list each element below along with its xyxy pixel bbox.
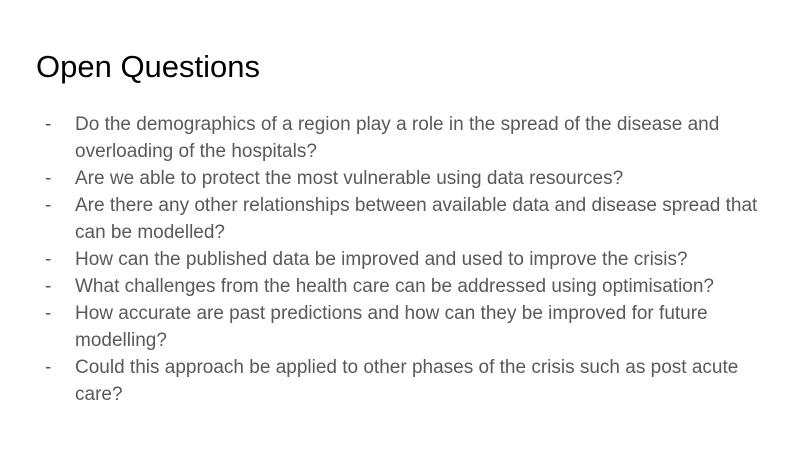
bullet-marker: - <box>45 303 52 324</box>
bullet-text: Do the demographics of a region play a role in the spread of the disease and overloading of the hospitals? <box>75 114 720 162</box>
bullet-marker: - <box>45 114 52 135</box>
bullet-marker: - <box>45 357 52 378</box>
bullet-text: Are there any other relationships between available data and disease spread that can be modelled? <box>75 195 758 243</box>
bullet-item <box>45 354 785 408</box>
bullet-text: How accurate are past predictions and how can they be improved for future modelling? <box>75 303 708 351</box>
slide-title: Open Questions <box>36 49 261 84</box>
bullet-item <box>45 246 785 273</box>
bullet-item <box>45 192 785 246</box>
bullet-item <box>45 300 785 354</box>
bullet-list <box>45 111 785 408</box>
bullet-text: How can the published data be improved and used to improve the crisis? <box>75 249 688 270</box>
bullet-text: What challenges from the health care can be addressed using optimisation? <box>75 276 714 297</box>
bullet-text: Could this approach be applied to other phases of the crisis such as post acute care? <box>75 357 739 405</box>
bullet-item <box>45 273 785 300</box>
bullet-marker: - <box>45 276 52 297</box>
bullet-marker: - <box>45 168 52 189</box>
bullet-marker: - <box>45 249 52 270</box>
bullet-text: Are we able to protect the most vulnerable using data resources? <box>75 168 624 189</box>
bullet-marker: - <box>45 195 52 216</box>
bullet-item <box>45 165 785 192</box>
bullet-item <box>45 111 785 165</box>
